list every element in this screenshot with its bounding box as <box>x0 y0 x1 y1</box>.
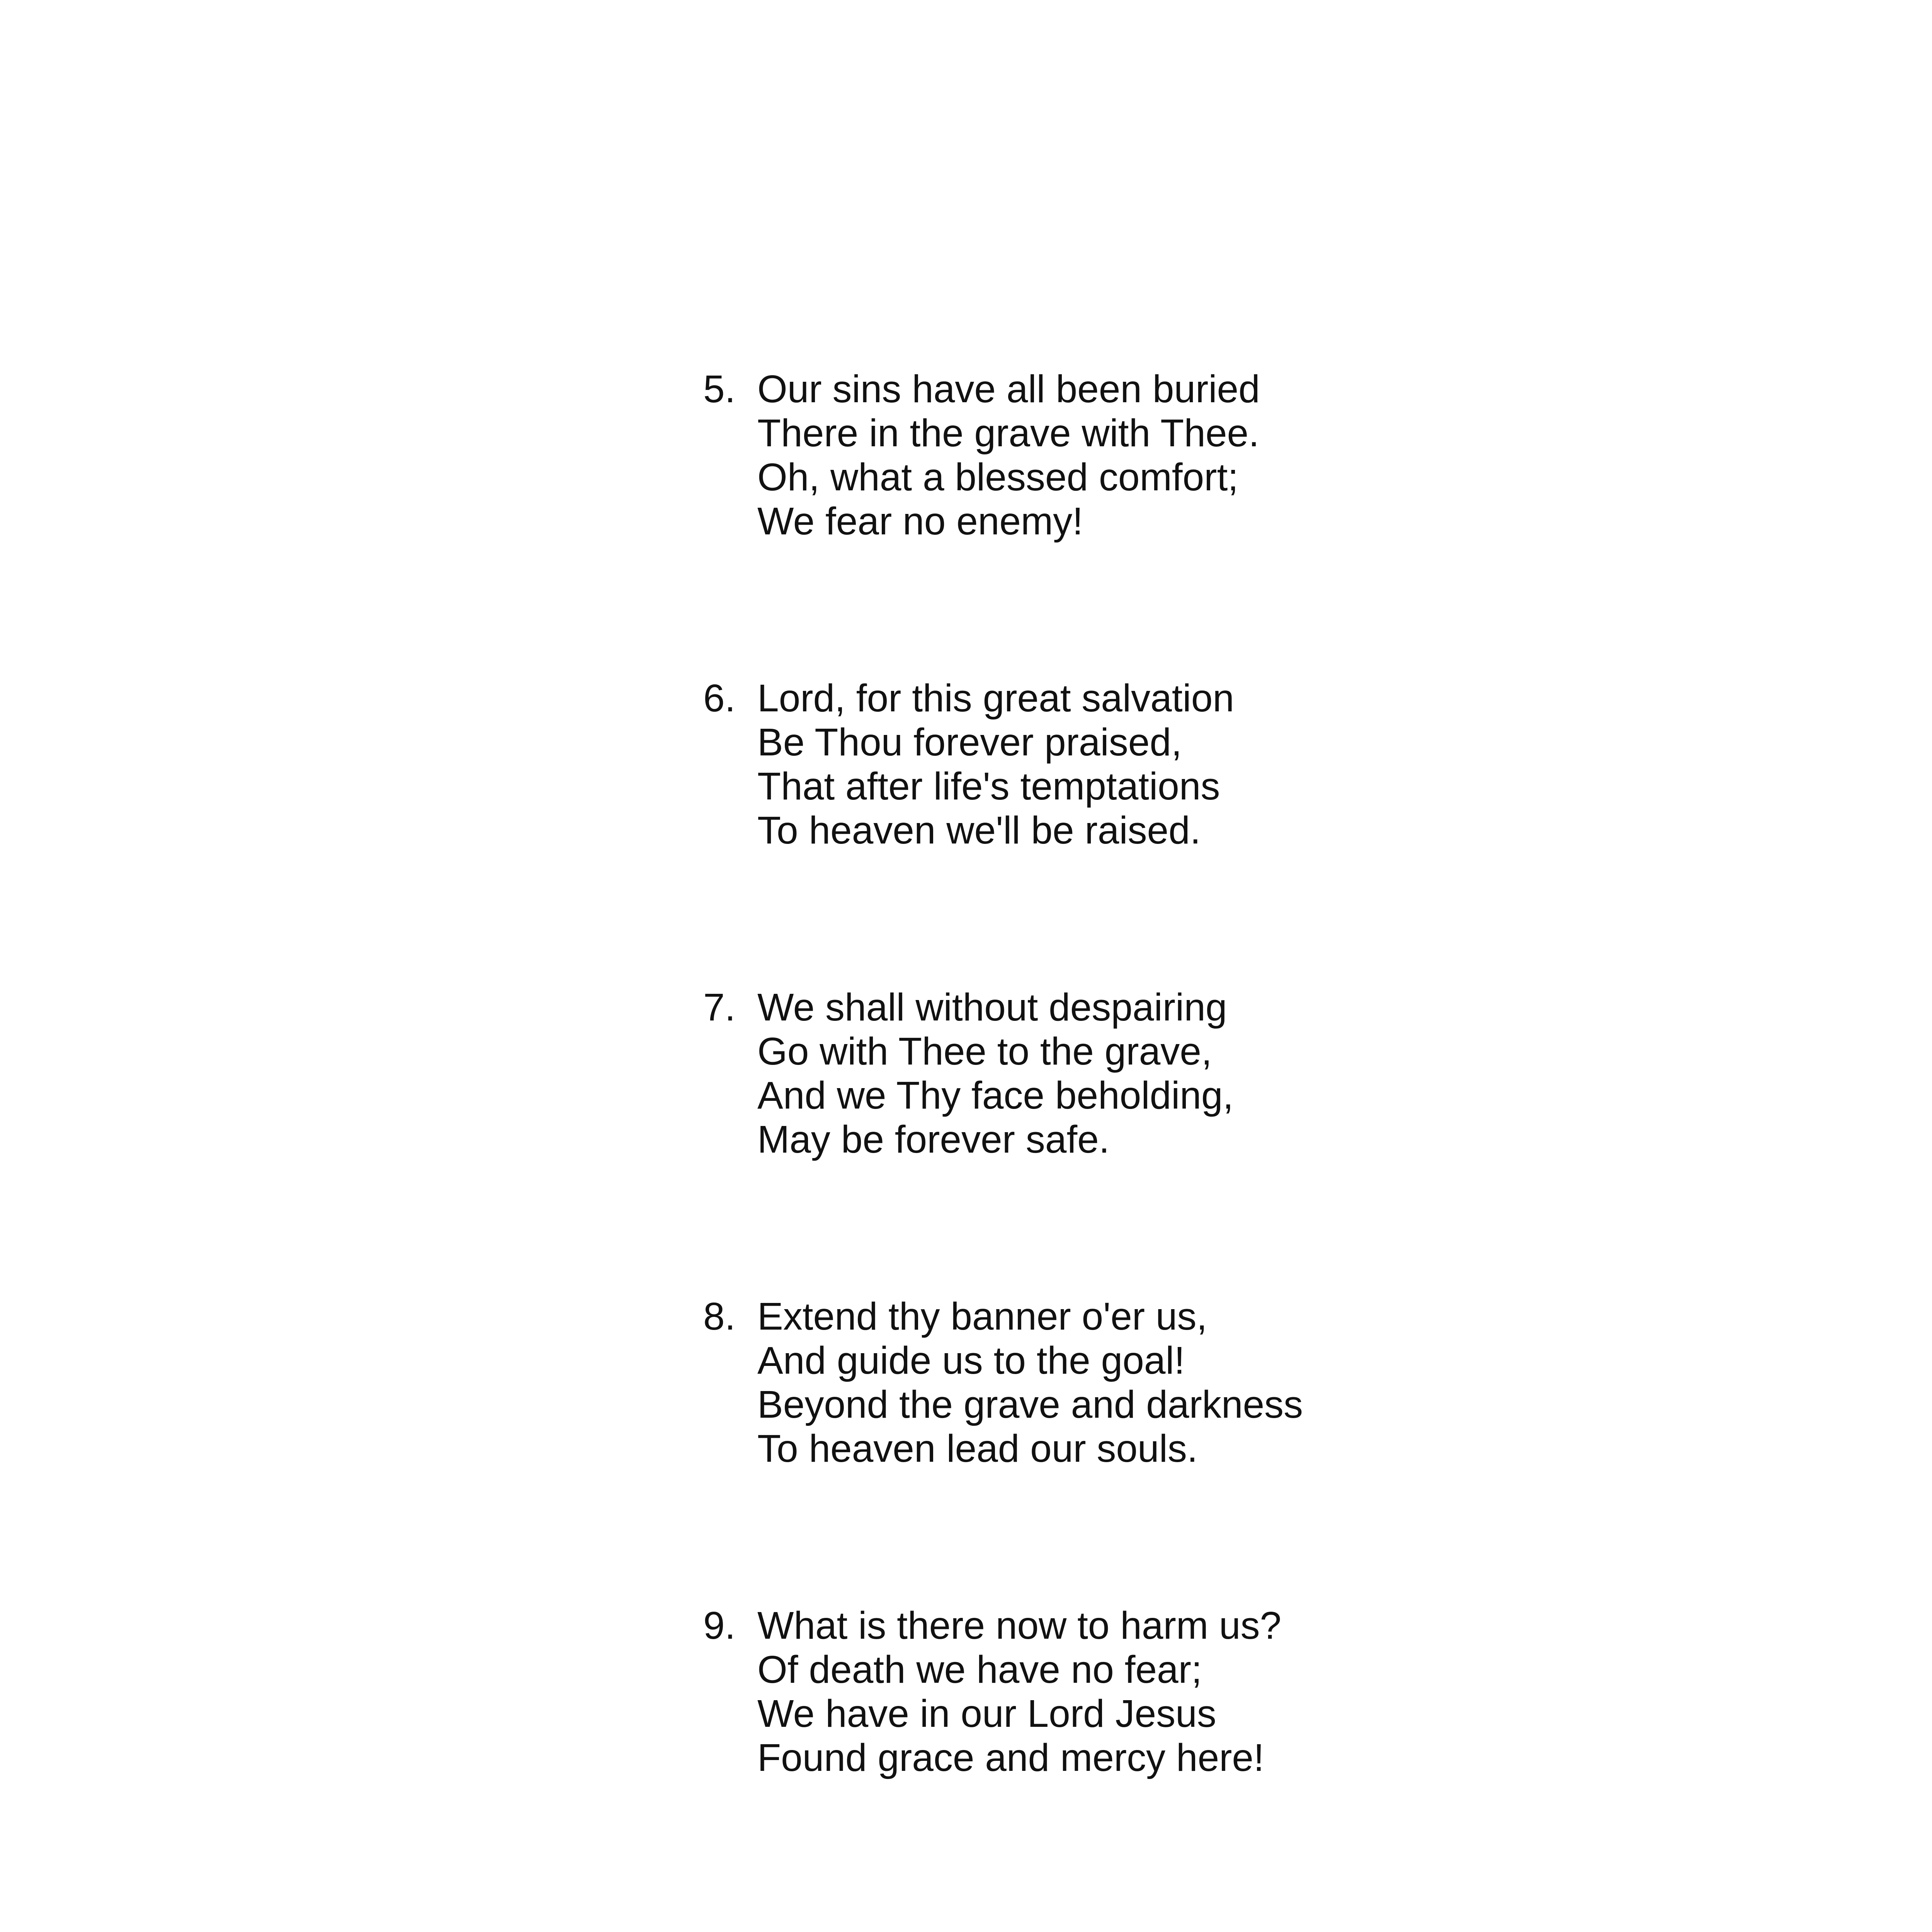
stanza-line: Of death we have no fear; <box>757 1648 1202 1691</box>
stanza-8 <box>703 1294 1360 1480</box>
stanza-6 <box>703 676 1360 862</box>
stanza-line: There in the grave with Thee. <box>757 412 1259 455</box>
stanza-line: Go with Thee to the grave, <box>757 1030 1212 1073</box>
stanza-number: 8. <box>703 1295 736 1338</box>
stanza-lines <box>757 367 1352 543</box>
stanza-line: That after life's temptations <box>757 765 1220 808</box>
stanza-number: 9. <box>703 1604 736 1647</box>
stanza-lines <box>757 676 1352 852</box>
stanza-lines <box>757 1604 1352 1780</box>
stanza-7 <box>703 985 1360 1171</box>
stanza-line: To heaven we'll be raised. <box>757 809 1201 852</box>
stanza-line: And guide us to the goal! <box>757 1339 1185 1382</box>
stanza-5 <box>703 367 1360 553</box>
stanza-line: Oh, what a blessed comfort; <box>757 456 1239 499</box>
stanza-line: We fear no enemy! <box>757 500 1083 543</box>
stanza-9 <box>703 1604 1360 1789</box>
stanza-line: May be forever safe. <box>757 1118 1110 1161</box>
stanza-line: To heaven lead our souls. <box>757 1427 1198 1470</box>
stanza-line: We have in our Lord Jesus <box>757 1692 1216 1735</box>
stanza-line: Our sins have all been buried <box>757 367 1260 411</box>
stanza-line: We shall without despairing <box>757 986 1227 1029</box>
stanza-line: Beyond the grave and darkness <box>757 1383 1303 1426</box>
stanza-line: Lord, for this great salvation <box>757 677 1234 720</box>
stanza-line: What is there now to harm us? <box>757 1604 1282 1647</box>
stanza-line: Found grace and mercy here! <box>757 1736 1264 1779</box>
stanza-line: Be Thou forever praised, <box>757 721 1182 764</box>
stanza-number: 7. <box>703 986 736 1029</box>
stanza-line: And we Thy face beholding, <box>757 1074 1234 1117</box>
stanza-lines <box>757 1294 1352 1471</box>
stanza-lines <box>757 985 1352 1162</box>
stanza-number: 6. <box>703 677 736 720</box>
stanza-number: 5. <box>703 367 736 411</box>
stanza-line: Extend thy banner o'er us, <box>757 1295 1208 1338</box>
